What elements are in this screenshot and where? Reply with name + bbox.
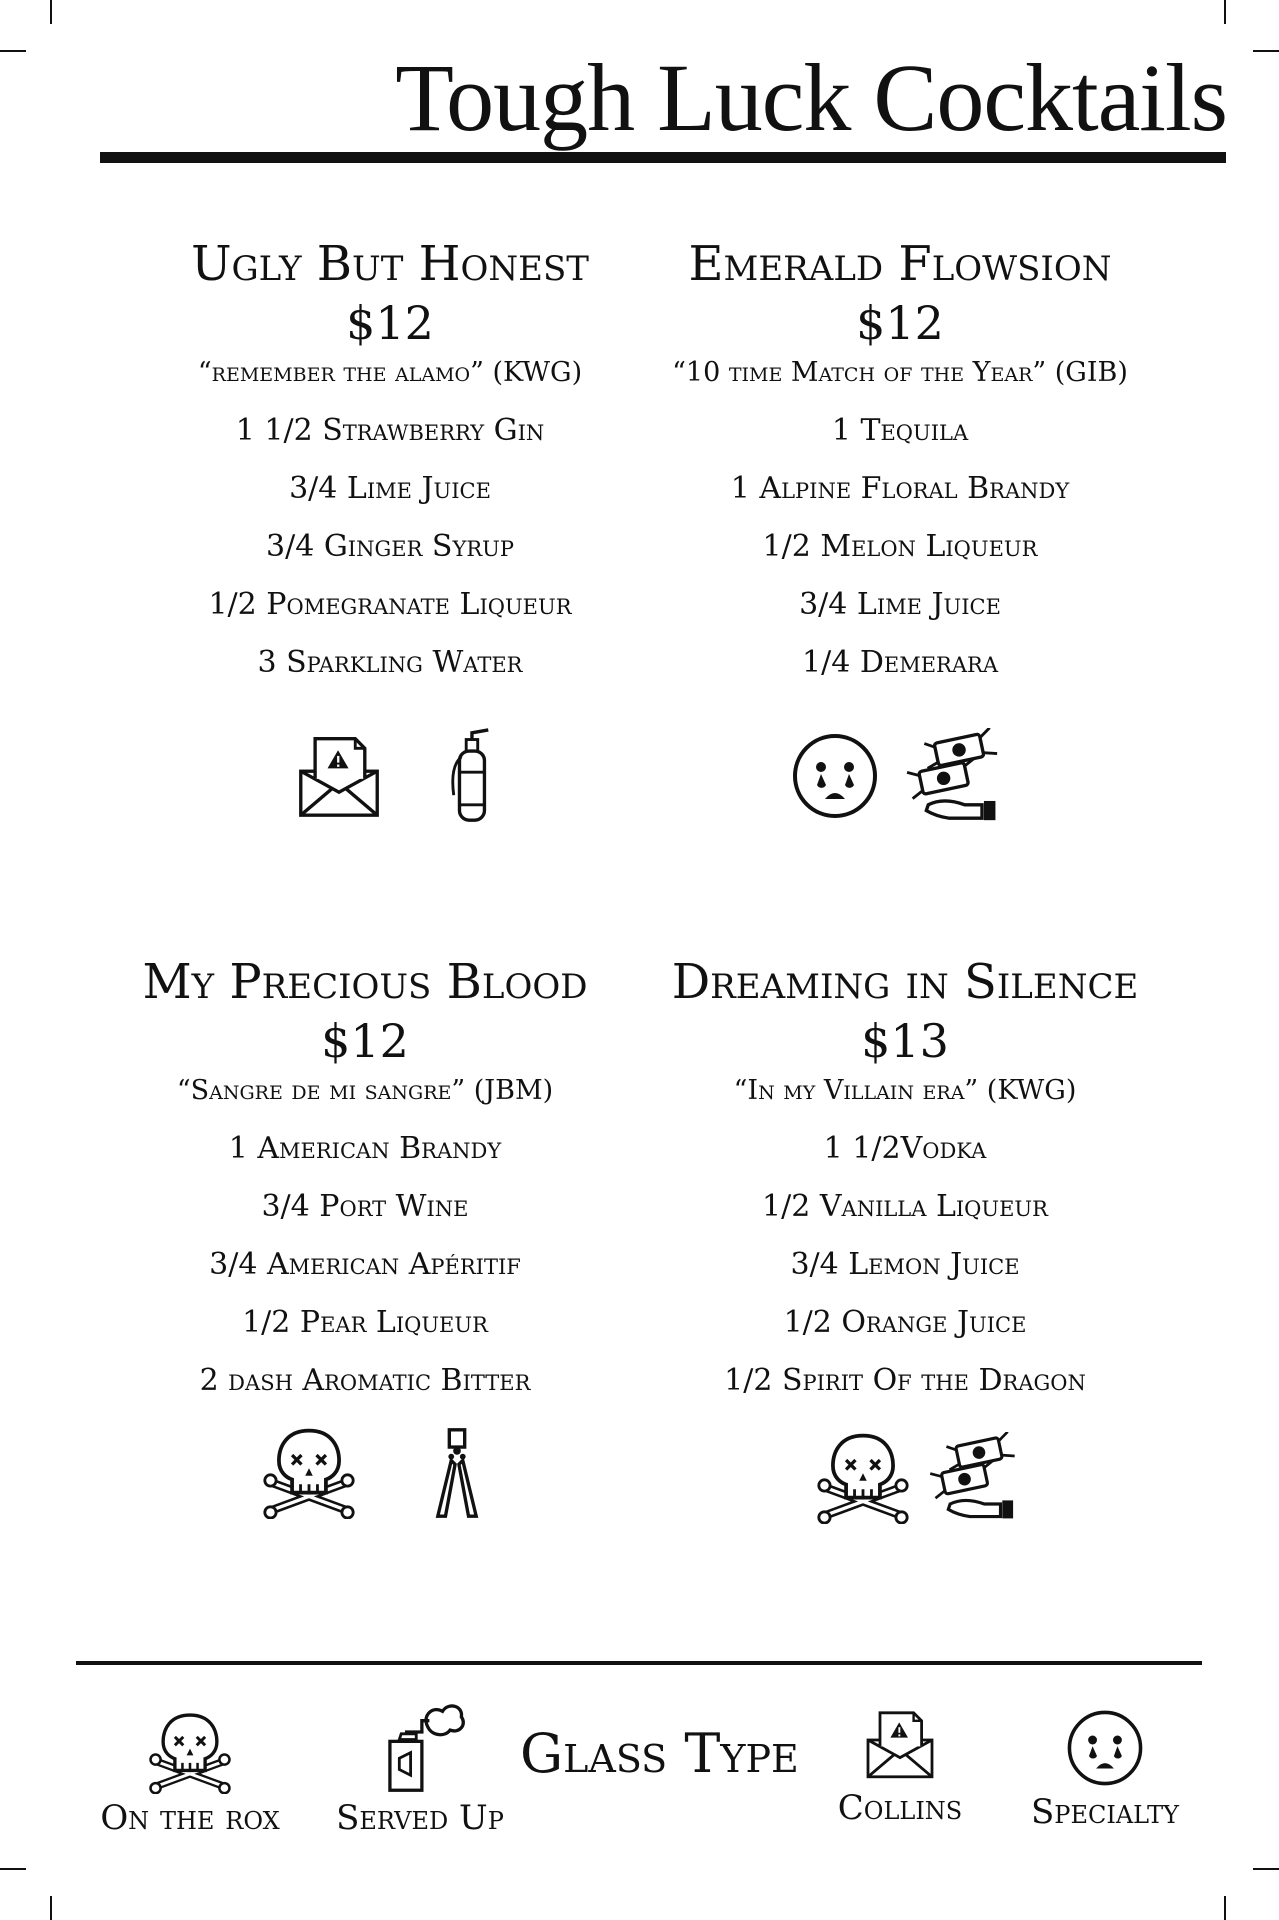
collins-glass-icon [296, 729, 382, 823]
ingredient: 3/4 Lime Juice [799, 587, 1001, 622]
flying-money-icon [928, 1432, 1028, 1522]
crying-face-icon [1065, 1708, 1145, 1788]
crying-face-icon [790, 731, 880, 821]
crop-mark [50, 1896, 52, 1920]
crop-mark [0, 1868, 26, 1870]
crop-mark [0, 50, 26, 52]
ingredient: 1/2 Vanilla Liqueur [762, 1189, 1048, 1224]
menu-title: Tough Luck Cocktails [395, 44, 1227, 151]
legend-item [800, 1704, 1000, 1828]
cocktail-card [645, 952, 1165, 1410]
cocktail-name: Emerald Flowsion [688, 236, 1112, 292]
legend-label: On the rox [100, 1798, 280, 1838]
legend-label: Specialty [1031, 1792, 1179, 1832]
cocktail-card [640, 234, 1160, 692]
cocktail-quote: “In my Villain era” (KWG) [733, 1075, 1077, 1106]
cocktail-price: $12 [346, 296, 434, 350]
cocktail-card [105, 952, 625, 1410]
title-divider [100, 152, 1226, 163]
ingredient: 1/2 Orange Juice [783, 1305, 1027, 1340]
ingredient: 1/2 Melon Liqueur [762, 529, 1038, 564]
legend-item [1000, 1708, 1210, 1832]
skull-crossbones-icon [262, 1425, 356, 1519]
ingredient: 1 American Brandy [228, 1131, 502, 1166]
cocktail-quote: “10 time Match of the Year” (GIB) [672, 357, 1128, 388]
ingredient: 1 Tequila [831, 413, 969, 448]
skull-crossbones-icon [148, 1710, 232, 1794]
cocktail-price: $13 [861, 1014, 949, 1068]
cocktail-card [130, 234, 650, 692]
legend-label: Collins [837, 1788, 963, 1828]
skull-crossbones-icon [816, 1430, 910, 1524]
cocktail-icons [816, 1430, 1028, 1524]
cocktail-icons [296, 728, 500, 824]
ingredient: 2 dash Aromatic Bitter [199, 1363, 531, 1398]
cocktail-price: $12 [856, 296, 944, 350]
ingredient: 1/2 Spirit Of the Dragon [724, 1363, 1086, 1398]
cocktail-name: Ugly But Honest [191, 236, 589, 292]
ingredient: 3/4 Port Wine [261, 1189, 469, 1224]
ingredient: 3/4 American Apéritif [209, 1247, 521, 1282]
glass-type-heading: Glass Type [520, 1722, 799, 1785]
crop-mark [50, 0, 52, 24]
cocktail-quote: “Sangre de mi sangre” (JBM) [176, 1075, 554, 1106]
cocktail-name: My Precious Blood [142, 954, 588, 1010]
bolt-cutter-icon [428, 1424, 486, 1520]
ingredient: 1 Alpine Floral Brandy [730, 471, 1070, 506]
spray-can-icon [373, 1700, 467, 1794]
crop-mark [1253, 50, 1279, 52]
legend-item [310, 1700, 530, 1838]
cocktail-name: Dreaming in Silence [671, 954, 1139, 1010]
ingredient: 1 1/2 Strawberry Gin [235, 413, 545, 448]
cocktail-quote: “remember the alamo” (KWG) [197, 357, 583, 388]
legend-item [70, 1710, 310, 1838]
ingredient: 1/2 Pear Liqueur [242, 1305, 488, 1340]
ingredient: 1/2 Pomegranate Liqueur [208, 587, 572, 622]
ingredient: 3 Sparkling Water [257, 645, 523, 680]
ingredient: 3/4 Ginger Syrup [266, 529, 514, 564]
crop-mark [1224, 1896, 1226, 1920]
ingredient: 1 1/2Vodka [823, 1131, 987, 1166]
ingredient: 3/4 Lemon Juice [790, 1247, 1020, 1282]
collins-glass-icon [864, 1704, 936, 1784]
cocktail-icons [790, 728, 1014, 824]
legend-label: Served Up [336, 1798, 504, 1838]
flying-money-icon [902, 728, 1014, 824]
fire-extinguisher-icon [442, 728, 500, 824]
cocktail-price: $12 [321, 1014, 409, 1068]
crop-mark [1224, 0, 1226, 24]
cocktail-icons [262, 1424, 486, 1520]
legend-divider [76, 1661, 1202, 1665]
ingredient: 1/4 Demerara [802, 645, 998, 680]
ingredient: 3/4 Lime Juice [289, 471, 491, 506]
crop-mark [1253, 1868, 1279, 1870]
